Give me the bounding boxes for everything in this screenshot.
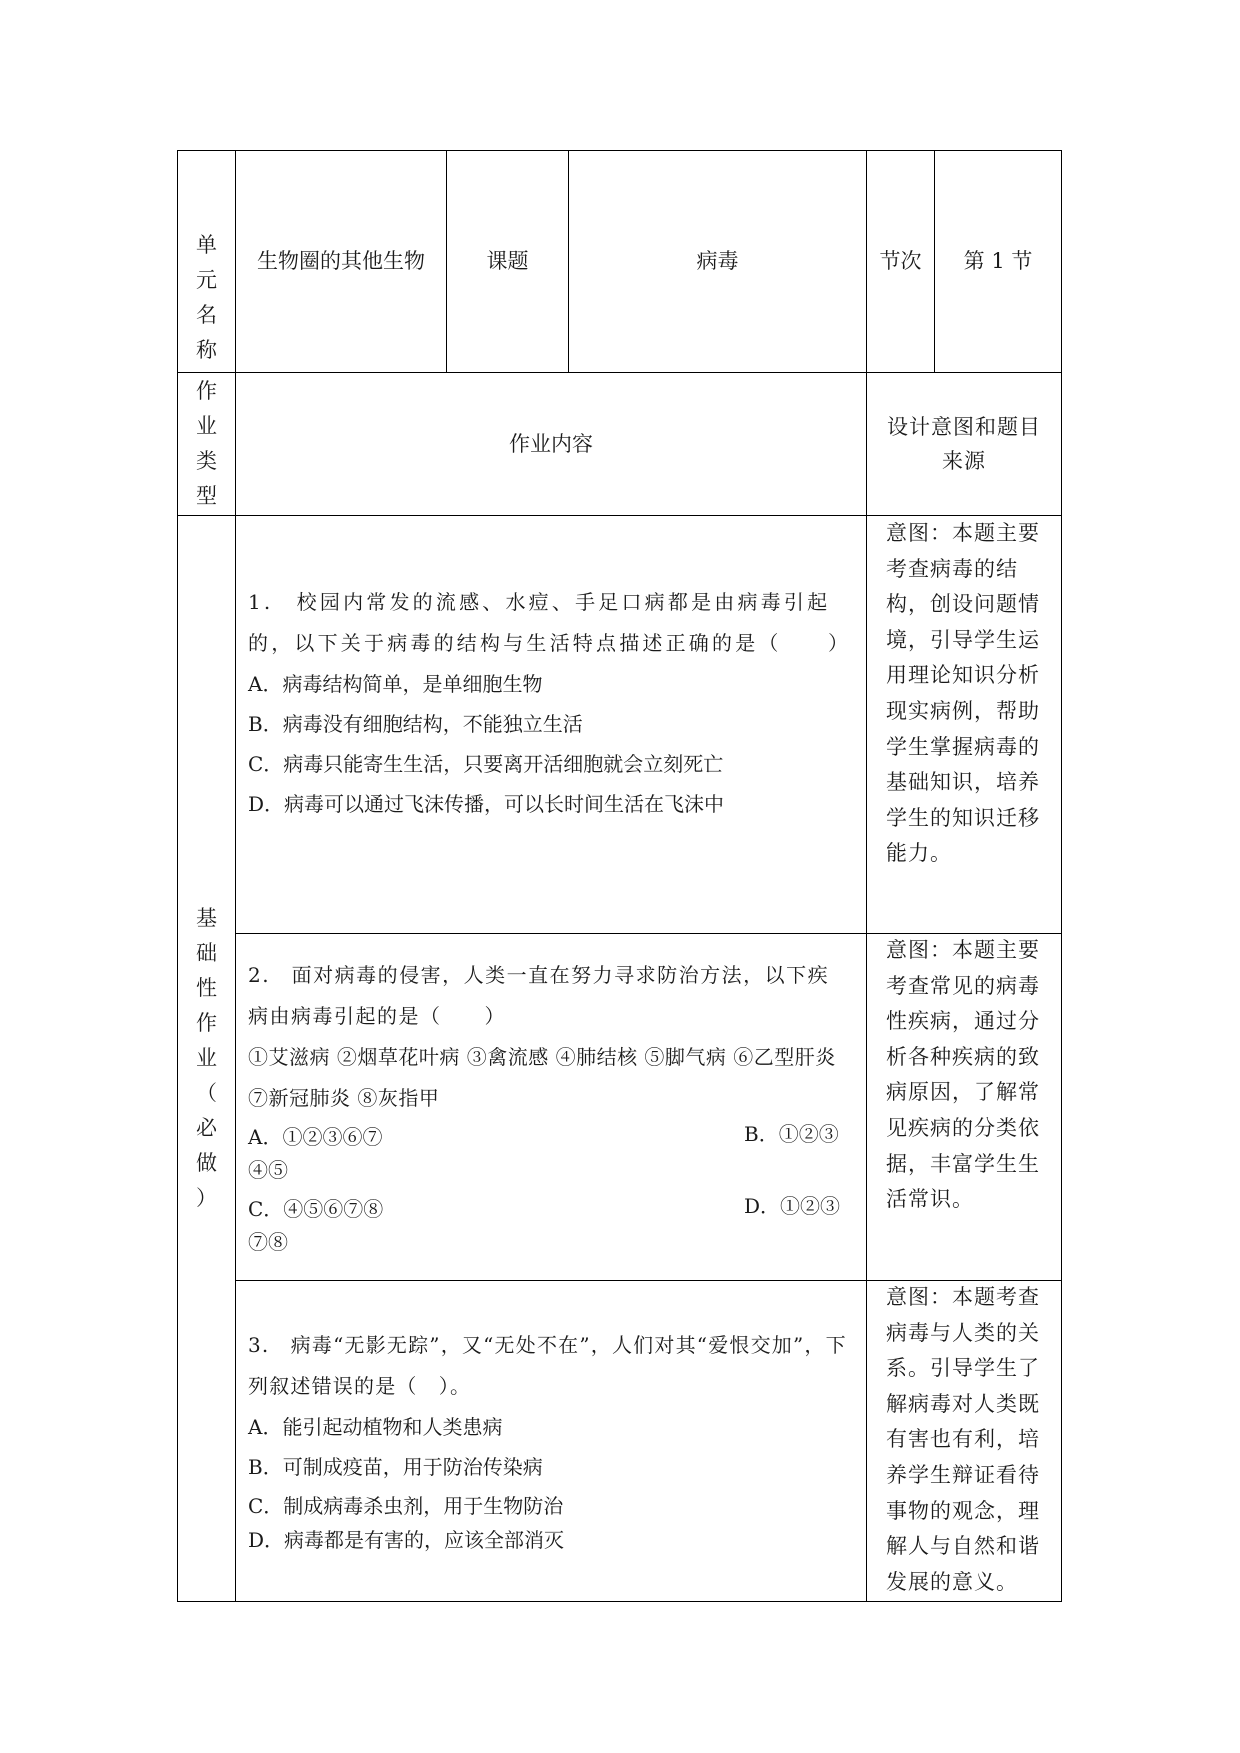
section-value: 第 1 节 (963, 248, 1033, 273)
question-1-option-c: C．病毒只能寄生生活，只要离开活细胞就会立刻死亡 (248, 752, 724, 776)
unit-name-value: 生物圈的其他生物 (257, 248, 425, 273)
topic-label: 课题 (486, 248, 529, 273)
question-2-option-a: A．①②③⑥⑦ (248, 1125, 383, 1149)
homework-content-label: 作业内容 (509, 431, 593, 456)
question-1 (248, 582, 852, 824)
topic-value: 病毒 (696, 248, 739, 273)
unit-name-label: 单 元 名 称 (196, 233, 217, 362)
question-3-option-a: A．能引起动植物和人类患病 (248, 1415, 503, 1439)
question-3-option-d: D．病毒都是有害的，应该全部消灭 (248, 1528, 565, 1552)
question-2-option-c: C．④⑤⑥⑦⑧ (248, 1197, 384, 1221)
question-2-option-d: D．①②③⑦⑧ (248, 1194, 841, 1254)
question-2-stem: 2. 面对病毒的侵害，人类一直在努力寻求防治方法，以下疾病由病毒引起的是（ ） (248, 963, 830, 1028)
question-1-option-b: B．病毒没有细胞结构，不能独立生活 (248, 712, 583, 736)
question-2-option-b: B．①②③④⑤ (248, 1122, 839, 1182)
homework-type-label: 作 业 类 型 (196, 379, 217, 508)
question-1-option-a: A．病毒结构简单，是单细胞生物 (248, 672, 543, 696)
question-3 (248, 1325, 848, 1555)
question-2-intent: 意图：本题主要考查常见的病毒性疾病，通过分析各种疾病的致病原因，了解常见疾病的分类依据，丰富学生生活常识。 (886, 938, 1040, 1212)
question-1-stem: 1. 校园内常发的流感、水痘、手足口病都是由病毒引起的，以下关于病毒的结构与生活特点描述正确的是（ ） (248, 590, 852, 655)
question-2-disease-list: ①艾滋病 ②烟草花叶病 ③禽流感 ④肺结核 ⑤脚气病 ⑥乙型肝炎 ⑦新冠肺炎 ⑧灰指甲 (248, 1045, 836, 1110)
intent-source-label: 设计意图和题目来源 (887, 415, 1041, 473)
section-label: 节次 (879, 248, 922, 273)
question-3-stem: 3. 病毒“无影无踪”，又“无处不在”，人们对其“爱恨交加”，下列叙述错误的是（ ）。 (248, 1333, 847, 1398)
question-1-option-d: D．病毒可以通过飞沫传播，可以长时间生活在飞沫中 (248, 792, 725, 816)
question-1-intent: 意图：本题主要考查病毒的结构，创设问题情境，引导学生运用理论知识分析现实病例，帮助学生掌握病毒的基础知识，培养学生的知识迁移能力。 (886, 521, 1040, 866)
question-3-option-c: C．制成病毒杀虫剂，用于生物防治 (248, 1494, 564, 1518)
question-3-intent: 意图：本题考查病毒与人类的关系。引导学生了解病毒对人类既有害也有利，培养学生辩证看待事物的观念，理解人与自然和谐发展的意义。 (886, 1285, 1040, 1594)
question-3-option-b: B．可制成疫苗，用于防治传染病 (248, 1455, 543, 1479)
category-label: 基 础 性 作 业 （ 必 做 ） (196, 906, 217, 1210)
